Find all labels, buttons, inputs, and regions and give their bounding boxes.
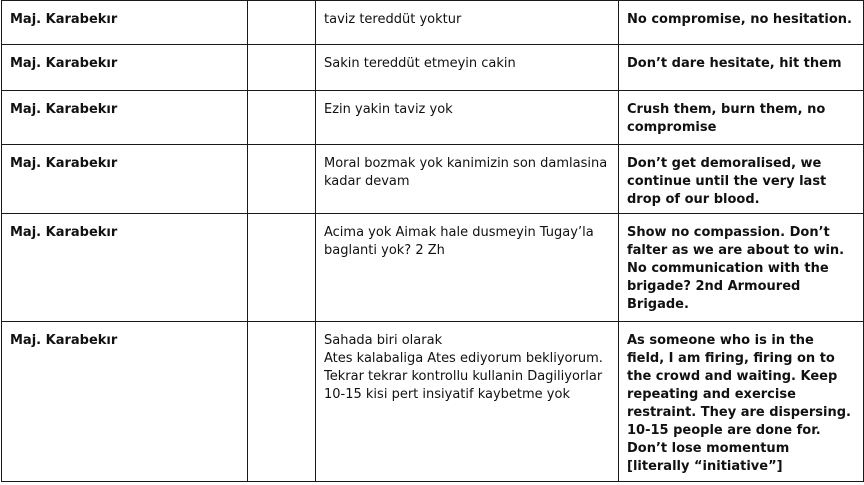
original-text-cell bbox=[316, 1, 619, 45]
time-cell bbox=[248, 1, 316, 45]
original-text-cell bbox=[316, 91, 619, 145]
original-line: Acima yok Aimak hale dusmeyin Tugay’la baglanti yok? 2 Zh bbox=[324, 225, 594, 258]
translation-cell: Show no compassion. Don’t falter as we are about to win. No communication with the brigade? 2nd Armoured Brigade. bbox=[619, 214, 864, 322]
translation-cell: No compromise, no hesitation. bbox=[619, 1, 864, 45]
speaker-cell: Maj. Karabekır bbox=[2, 322, 248, 482]
table-row bbox=[2, 91, 864, 145]
speaker-cell: Maj. Karabekır bbox=[2, 145, 248, 214]
original-text-cell bbox=[316, 322, 619, 482]
time-cell bbox=[248, 214, 316, 322]
speaker-cell: Maj. Karabekır bbox=[2, 91, 248, 145]
time-cell bbox=[248, 91, 316, 145]
table-row bbox=[2, 214, 864, 322]
translation-cell: As someone who is in the field, I am firing, firing on to the crowd and waiting. Keep repeating and exercise restraint. They are dispersing. 10-15 people are done for. Don’t lose momentum [literally “initiative”] bbox=[619, 322, 864, 482]
original-line: Ezin yakin taviz yok bbox=[324, 102, 453, 117]
table-row bbox=[2, 1, 864, 45]
time-cell bbox=[248, 322, 316, 482]
speaker-cell: Maj. Karabekır bbox=[2, 1, 248, 45]
speaker-cell: Maj. Karabekır bbox=[2, 45, 248, 91]
speaker-cell: Maj. Karabekır bbox=[2, 214, 248, 322]
translation-cell: Don’t dare hesitate, hit them bbox=[619, 45, 864, 91]
translation-cell: Crush them, burn them, no compromise bbox=[619, 91, 864, 145]
original-text-cell bbox=[316, 214, 619, 322]
original-line: Ates kalabaliga Ates ediyorum bekliyorum. Tekrar tekrar kontrollu kullanin Dagiliyorlar 10-15 kisi pert insiyatif kaybetme yok bbox=[324, 351, 603, 402]
time-cell bbox=[248, 145, 316, 214]
original-text-cell bbox=[316, 45, 619, 91]
time-cell bbox=[248, 45, 316, 91]
original-line: Sakin tereddüt etmeyin cakin bbox=[324, 56, 516, 71]
transcript-table bbox=[1, 0, 864, 482]
table-row bbox=[2, 45, 864, 91]
original-text-cell bbox=[316, 145, 619, 214]
original-line: taviz tereddüt yoktur bbox=[324, 12, 462, 27]
translation-cell: Don’t get demoralised, we continue until the very last drop of our blood. bbox=[619, 145, 864, 214]
table-row bbox=[2, 322, 864, 482]
table-row bbox=[2, 145, 864, 214]
original-line: Moral bozmak yok kanimizin son damlasina kadar devam bbox=[324, 156, 608, 189]
original-line: Sahada biri olarak bbox=[324, 333, 443, 348]
